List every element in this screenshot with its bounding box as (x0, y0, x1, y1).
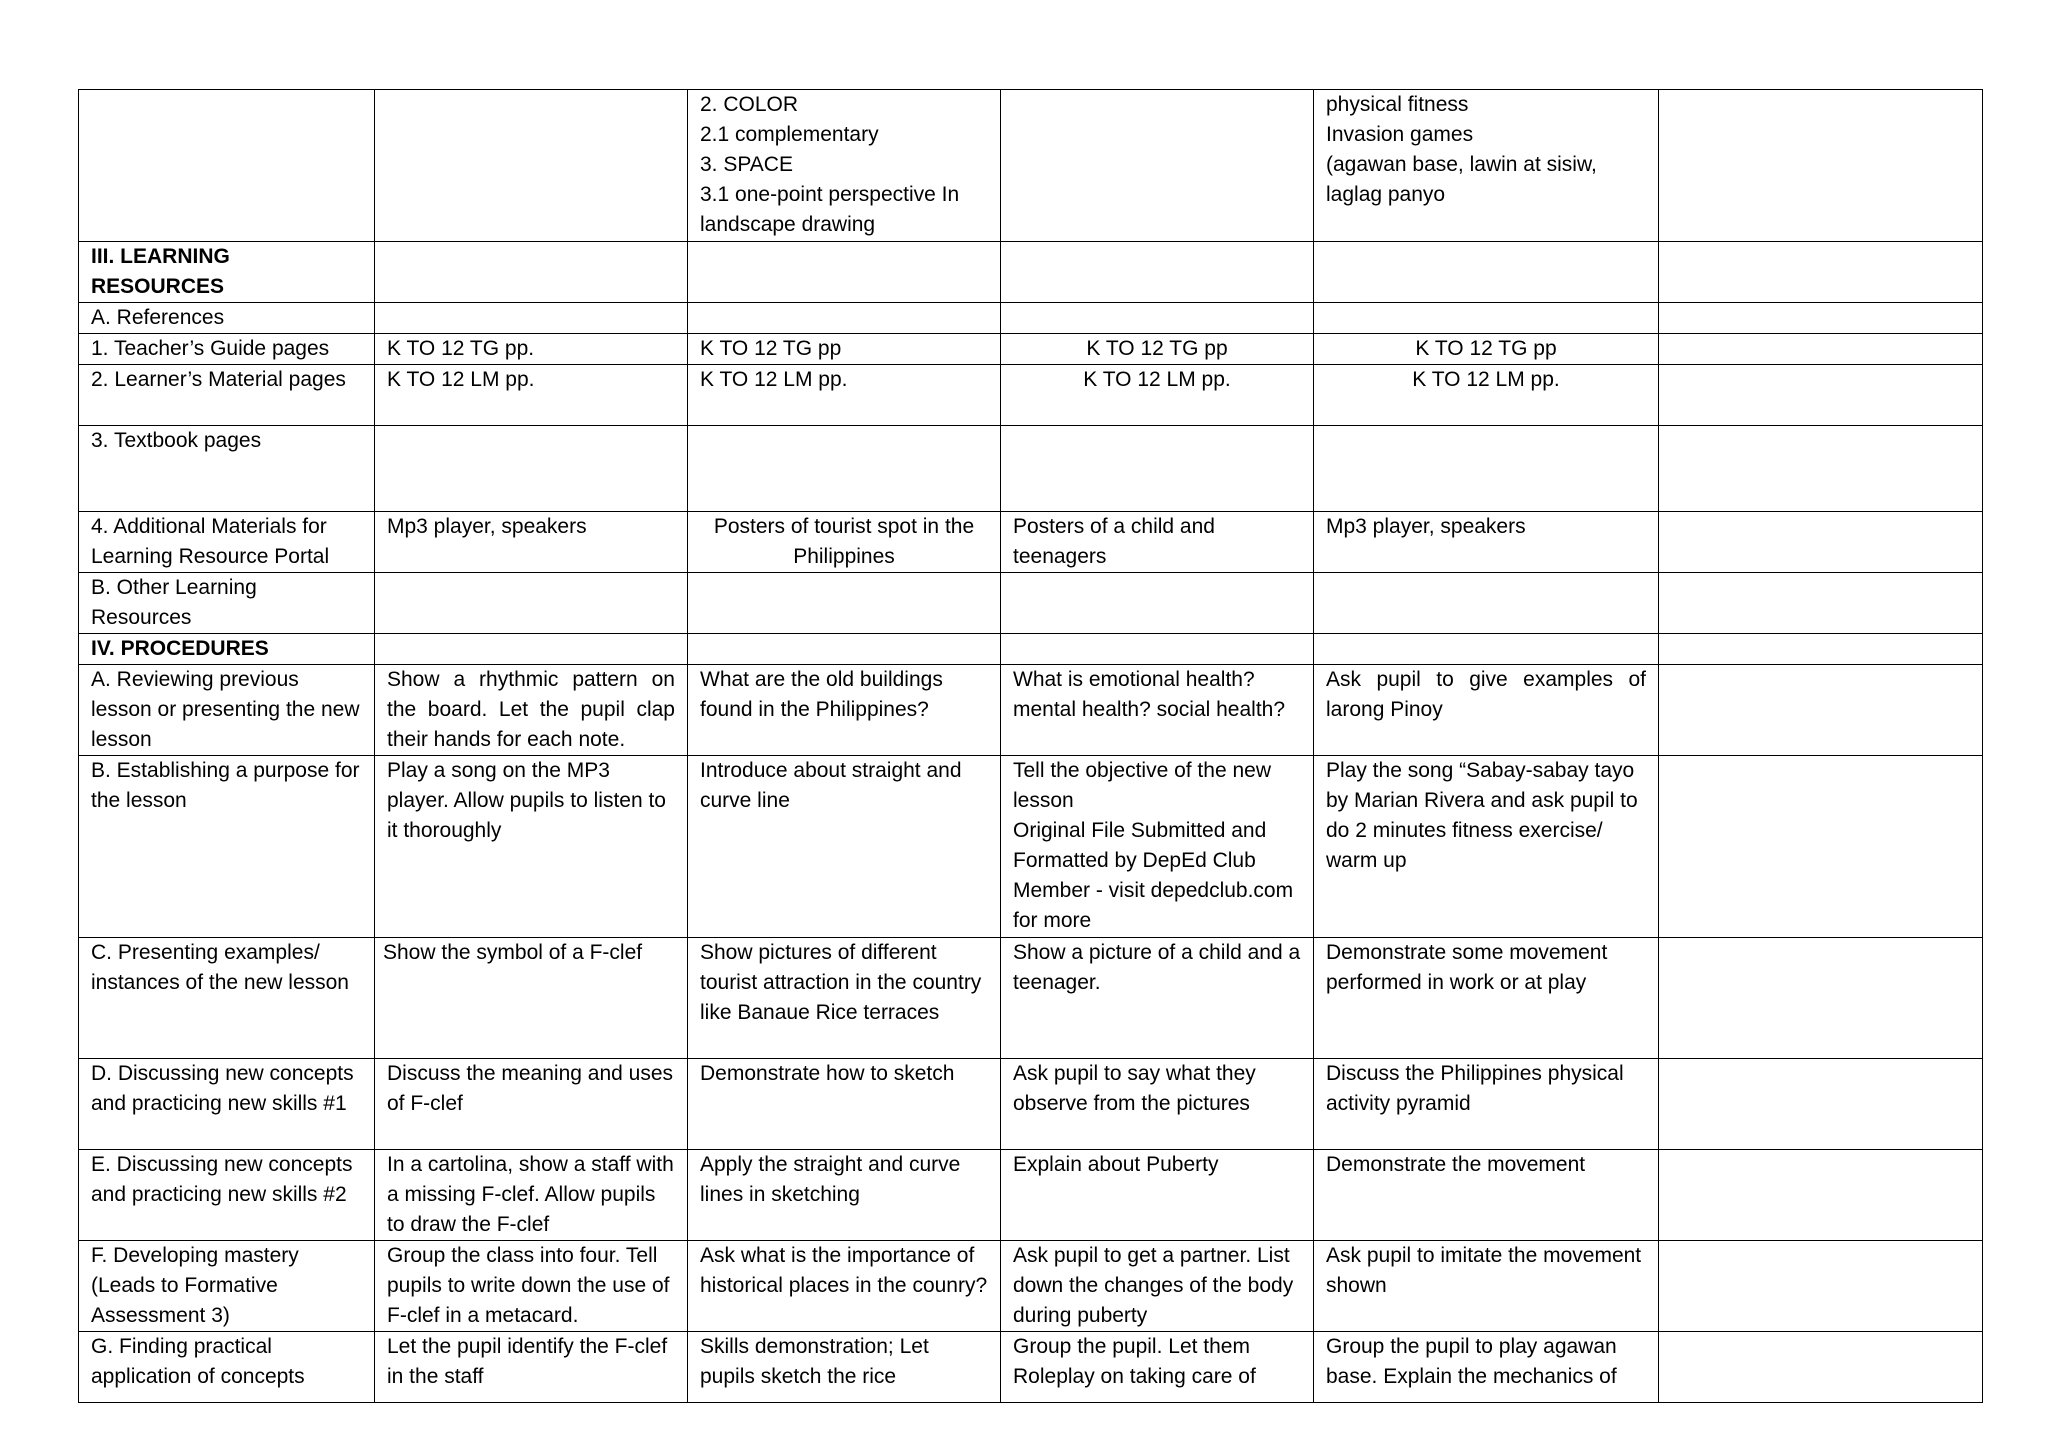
table-cell: K TO 12 TG pp (1314, 334, 1659, 365)
table-cell (1659, 334, 1983, 365)
row-label: D. Discussing new concepts and practicing new skills #1 (79, 1059, 375, 1150)
table-cell (1659, 426, 1983, 512)
table-cell (1314, 573, 1659, 634)
table-cell (1659, 1150, 1983, 1241)
table-row (79, 1150, 1983, 1241)
table-cell (375, 303, 688, 334)
table-cell: Ask what is the importance of historical places in the counry? (688, 1241, 1001, 1332)
table-row (79, 1059, 1983, 1150)
table-cell: Ask pupil to say what they observe from the pictures (1001, 1059, 1314, 1150)
table-row (79, 938, 1983, 1059)
row-label: 4. Additional Materials for Learning Resource Portal (79, 512, 375, 573)
table-cell (1001, 90, 1314, 242)
table-cell: Show a picture of a child and a teenager. (1001, 938, 1314, 1059)
table-cell (1659, 512, 1983, 573)
table-cell: Group the pupil to play agawan base. Explain the mechanics of (1314, 1332, 1659, 1403)
table-row (79, 1332, 1983, 1403)
table-cell (375, 573, 688, 634)
table-cell (1001, 242, 1314, 303)
table-row (79, 242, 1983, 303)
row-label: 3. Textbook pages (79, 426, 375, 512)
table-row (79, 512, 1983, 573)
section-heading: III. LEARNING RESOURCES (79, 242, 375, 303)
row-label: B. Other Learning Resources (79, 573, 375, 634)
table-cell (1001, 634, 1314, 665)
table-row (79, 334, 1983, 365)
row-label: A. Reviewing previous lesson or presenting the new lesson (79, 665, 375, 756)
table-cell: Group the class into four. Tell pupils to write down the use of F-clef in a metacard. (375, 1241, 688, 1332)
table-cell: What is emotional health? mental health? social health? (1001, 665, 1314, 756)
table-cell (1001, 303, 1314, 334)
table-cell: Demonstrate some movement performed in work or at play (1314, 938, 1659, 1059)
row-label: A. References (79, 303, 375, 334)
table-cell (1659, 90, 1983, 242)
table-cell: Ask pupil to get a partner. List down the changes of the body during puberty (1001, 1241, 1314, 1332)
table-cell: K TO 12 TG pp (688, 334, 1001, 365)
table-cell: K TO 12 LM pp. (375, 365, 688, 426)
row-label: E. Discussing new concepts and practicing new skills #2 (79, 1150, 375, 1241)
table-cell: Let the pupil identify the F-clef in the staff (375, 1332, 688, 1403)
table-row (79, 665, 1983, 756)
table-cell (1314, 303, 1659, 334)
row-label: F. Developing mastery (Leads to Formative Assessment 3) (79, 1241, 375, 1332)
row-label: G. Finding practical application of concepts (79, 1332, 375, 1403)
table-cell: Demonstrate the movement (1314, 1150, 1659, 1241)
table-cell: K TO 12 LM pp. (1314, 365, 1659, 426)
table-cell (1314, 426, 1659, 512)
table-cell (375, 90, 688, 242)
table-cell (1659, 665, 1983, 756)
table-cell: Ask pupil to give examples of larong Pinoy (1314, 665, 1659, 756)
table-row (79, 634, 1983, 665)
table-cell: Demonstrate how to sketch (688, 1059, 1001, 1150)
lesson-plan-table (78, 89, 1983, 1403)
table-cell (1659, 365, 1983, 426)
table-cell: physical fitness Invasion games (agawan base, lawin at sisiw, laglag panyo (1314, 90, 1659, 242)
table-cell (688, 426, 1001, 512)
table-cell: Show a rhythmic pattern on the board. Let the pupil clap their hands for each note. (375, 665, 688, 756)
table-cell: Mp3 player, speakers (375, 512, 688, 573)
row-label: 2. Learner’s Material pages (79, 365, 375, 426)
table-cell: Show pictures of different tourist attraction in the country like Banaue Rice terraces (688, 938, 1001, 1059)
table-cell: Explain about Puberty (1001, 1150, 1314, 1241)
table-cell (1659, 242, 1983, 303)
table-cell (1659, 303, 1983, 334)
table-cell: 2. COLOR 2.1 complementary 3. SPACE 3.1 one-point perspective In landscape drawing (688, 90, 1001, 242)
table-cell (1314, 242, 1659, 303)
table-row (79, 1241, 1983, 1332)
table-cell: Posters of tourist spot in the Philippines (688, 512, 1001, 573)
table-cell: Mp3 player, speakers (1314, 512, 1659, 573)
table-cell: Show the symbol of a F-clef (375, 938, 688, 1059)
table-cell (1659, 756, 1983, 938)
row-label: C. Presenting examples/ instances of the new lesson (79, 938, 375, 1059)
table-cell: Discuss the meaning and uses of F-clef (375, 1059, 688, 1150)
table-cell: Play a song on the MP3 player. Allow pupils to listen to it thoroughly (375, 756, 688, 938)
table-cell (375, 242, 688, 303)
table-cell: Skills demonstration; Let pupils sketch the rice (688, 1332, 1001, 1403)
table-cell: Play the song “Sabay-sabay tayo by Marian Rivera and ask pupil to do 2 minutes fitness exercise/ warm up (1314, 756, 1659, 938)
table-cell: K TO 12 TG pp (1001, 334, 1314, 365)
table-cell: K TO 12 LM pp. (1001, 365, 1314, 426)
table-cell (1659, 1059, 1983, 1150)
table-row (79, 303, 1983, 334)
table-cell: Posters of a child and teenagers (1001, 512, 1314, 573)
table-row (79, 756, 1983, 938)
table-cell: Ask pupil to imitate the movement shown (1314, 1241, 1659, 1332)
table-cell: Discuss the Philippines physical activity pyramid (1314, 1059, 1659, 1150)
table-cell (1659, 634, 1983, 665)
table-cell: Tell the objective of the new lesson Original File Submitted and Formatted by DepEd Club Member - visit depedclub.com for more (1001, 756, 1314, 938)
table-cell: Apply the straight and curve lines in sketching (688, 1150, 1001, 1241)
table-cell (1001, 426, 1314, 512)
table-cell (375, 634, 688, 665)
table-cell (1659, 1241, 1983, 1332)
table-cell (688, 242, 1001, 303)
table-cell: Introduce about straight and curve line (688, 756, 1001, 938)
section-heading: IV. PROCEDURES (79, 634, 375, 665)
table-cell: K TO 12 LM pp. (688, 365, 1001, 426)
table-row (79, 426, 1983, 512)
table-cell (1314, 634, 1659, 665)
row-label: 1. Teacher’s Guide pages (79, 334, 375, 365)
table-cell (688, 634, 1001, 665)
table-cell: Group the pupil. Let them Roleplay on taking care of (1001, 1332, 1314, 1403)
table-cell (688, 303, 1001, 334)
table-row (79, 365, 1983, 426)
table-cell (1659, 938, 1983, 1059)
table-cell (1001, 573, 1314, 634)
table-cell (375, 426, 688, 512)
table-cell: K TO 12 TG pp. (375, 334, 688, 365)
table-cell (1659, 1332, 1983, 1403)
table-cell: In a cartolina, show a staff with a missing F-clef. Allow pupils to draw the F-clef (375, 1150, 688, 1241)
table-cell (1659, 573, 1983, 634)
row-label: B. Establishing a purpose for the lesson (79, 756, 375, 938)
table-row (79, 573, 1983, 634)
table-cell: What are the old buildings found in the Philippines? (688, 665, 1001, 756)
table-cell (79, 90, 375, 242)
table-row (79, 90, 1983, 242)
table-cell (688, 573, 1001, 634)
